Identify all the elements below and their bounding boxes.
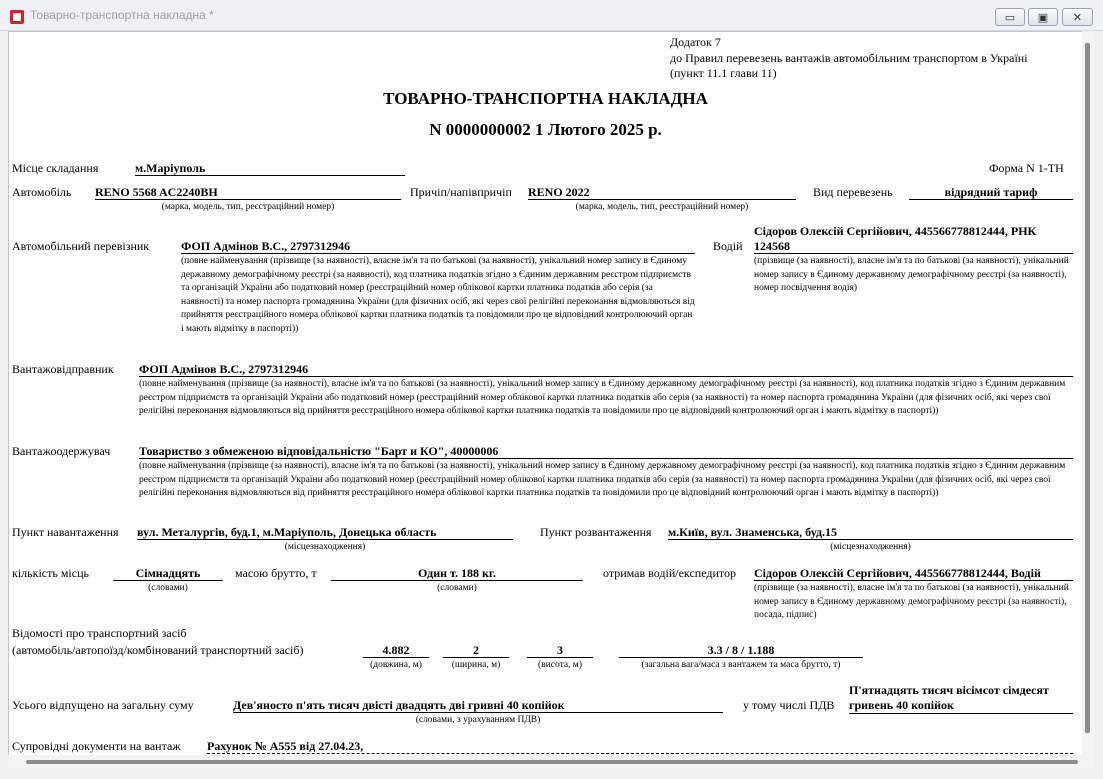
consignee-note: (повне найменування (прізвище (за наявності), власне ім'я та по батькові (за наявності), унікальний номер запису в Єдиному державному демографічному реєстрі (за наявності), код платника податків згідно з Єдиним державним реєстром підприємств та організацій України або податковий номер (реєстраційний номер облікової картки платника податків або серія (за наявності) та номер паспорта громадянина України (для фізичних осіб, які через свої релігійні переконання відмовляються від прийняття реєстраційного номера облікової картки платника податків та повідомили про це відповідний контролюючий орган і мають відмітку в паспорті)) [139, 461, 1066, 499]
shipper-note: (повне найменування (прізвище (за наявності), власне ім'я та по батькові (за наявності), унікальний номер запису в Єдиному державному демографічному реєстрі (за наявності), код платника податків згідно з Єдиним державним реєстром підприємств та організацій України або податковий номер (реєстраційний номер облікової картки платника податків або серія (за наявності) та номер паспорта громадянина України (для фізичних осіб, які через свої релігійні переконання відмовляються від прийняття реєстраційного номера облікової картки платника податків та повідомили про це відповідний контролюючий орган і мають відмітку в паспорті)) [139, 379, 1066, 417]
driver-label: Водій [713, 239, 743, 253]
weight-note: (загальна вага/маса з вантажем та маса брутто, т) [641, 660, 841, 670]
unloading-value: м.Київ, вул. Знаменська, буд.15 [668, 525, 1073, 540]
gross-note: (словами) [437, 583, 477, 593]
horizontal-scrollbar[interactable] [8, 755, 1095, 768]
length-value: 4.882 [363, 643, 429, 658]
document-number: N 0000000002 1 Лютого 2025 р. [429, 120, 662, 139]
trailer-value: RENO 2022 [528, 185, 796, 200]
weight-value: 3.3 / 8 / 1.188 [619, 643, 863, 658]
document-title: ТОВАРНО-ТРАНСПОРТНА НАКЛАДНА [383, 89, 708, 108]
received-value: Сідоров Олексій Сергійович, 445566778812444, Водій [754, 566, 1073, 581]
pdf-app-icon [10, 10, 24, 24]
trailer-label: Причіп/напівпричіп [410, 185, 512, 199]
height-note: (висота, м) [538, 660, 582, 670]
vehicle-info-title: Відомості про транспортний засіб [12, 626, 187, 640]
place-label: Місце складання [12, 161, 99, 175]
gross-value: Один т. 188 кг. [331, 566, 583, 581]
received-label: отримав водій/експедитор [603, 566, 736, 580]
vehicle-info-subtitle: (автомобіль/автопоїзд/комбінований транспортний засіб) [12, 643, 304, 657]
shipper-value: ФОП Адмінов В.С., 2797312946 [139, 362, 1073, 377]
received-note: (прізвище (за наявності), власне ім'я та по батькові (за наявності), унікальний номер запису в Єдиному державному демографічному реєстрі (за наявності), посада, підпис) [754, 583, 1069, 621]
place-value: м.Маріуполь [135, 161, 405, 176]
car-note: (марка, модель, тип, реєстраційний номер) [161, 202, 335, 212]
places-note: (словами) [148, 583, 188, 593]
transport-type-label: Вид перевезень [813, 185, 893, 199]
loading-note: (місцезнаходження) [284, 542, 366, 552]
width-value: 2 [443, 643, 509, 658]
loading-value: вул. Металургів, буд.1, м.Маріуполь, Донецька область [137, 525, 513, 540]
transport-type-value: відрядний тариф [909, 185, 1073, 200]
vertical-scroll-thumb[interactable] [1085, 43, 1090, 733]
vat-value [849, 683, 1073, 714]
vat-value-line1: П'ятнадцять тисяч вісімсот сімдесят [849, 683, 1049, 697]
car-value: RENO 5568 AC2240BH [95, 185, 401, 200]
window-title: Товарно-транспортна накладна * [30, 8, 214, 22]
form-number: Форма N 1-ТН [989, 161, 1064, 175]
window-titlebar [0, 0, 1103, 31]
car-label: Автомобіль [12, 185, 72, 199]
docs-value: Рахунок № А555 від 27.04.23, [207, 739, 1073, 754]
maximize-button[interactable]: ▣ [1028, 8, 1058, 26]
places-value: Сімнадцять [113, 566, 223, 581]
appendix-line3: (пункт 11.1 глави 11) [670, 66, 777, 80]
carrier-note: (повне найменування (прізвище (за наявності), власне ім'я та по батькові (за наявності), унікальний номер запису в Єдиному державному демографічному реєстрі (за наявності), код платника податків згідно з Єдиним державним реєстром підприємств та організацій України або податковий номер (реєстраційний номер облікової картки платника податків або серія (за наявності) та номер паспорта громадянина України (для фізичних осіб, які через свої релігійні переконання відмовляються від прийняття реєстраційного номера облікової картки платника податків та повідомили про це відповідний контролюючий орган і мають відмітку в паспорті)) [181, 256, 695, 334]
driver-value: Сідоров Олексій Сергійович, 445566778812444, РНК 124568 [754, 224, 1073, 254]
driver-note: (прізвище (за наявності), власне ім'я та по батькові (за наявності), унікальний номер запису в Єдиному державному демографічному реєстрі (за наявності), номер посвідчення водія) [754, 256, 1069, 294]
consignee-value: Товариство з обмеженою відповідальністю "Барт и КО", 40000006 [139, 444, 1073, 459]
total-value: Дев'яносто п'ять тисяч двісті двадцять дві гривні 40 копійок [233, 698, 723, 713]
close-button[interactable]: ✕ [1062, 8, 1093, 26]
places-label: кількість місць [12, 566, 89, 580]
minimize-button[interactable]: ▭ [995, 8, 1025, 26]
height-value: 3 [527, 643, 593, 658]
document-page [8, 31, 1083, 756]
horizontal-scroll-thumb[interactable] [26, 760, 1078, 764]
appendix-line2: до Правил перевезень вантажів автомобільним транспортом в Україні [670, 51, 1028, 65]
gross-label: масою брутто, т [235, 566, 317, 580]
consignee-label: Вантажоодержувач [12, 444, 111, 458]
loading-label: Пункт навантаження [12, 525, 119, 539]
vat-label: у тому числі ПДВ [743, 698, 835, 712]
vertical-scrollbar[interactable] [1082, 31, 1095, 755]
carrier-label: Автомобільний перевізник [12, 239, 150, 253]
shipper-label: Вантажовідправник [12, 362, 114, 376]
carrier-value: ФОП Адмінов В.С., 2797312946 [181, 239, 695, 254]
unloading-label: Пункт розвантаження [540, 525, 652, 539]
width-note: (ширина, м) [451, 660, 501, 670]
unloading-note: (місцезнаходження) [830, 542, 911, 552]
vat-value-line2: гривень 40 копійок [849, 698, 954, 712]
length-note: (довжина, м) [370, 660, 422, 670]
docs-label: Супровідні документи на вантаж [12, 739, 181, 753]
total-label: Усього відпущено на загальну суму [12, 698, 194, 712]
total-note: (словами, з урахуванням ПДВ) [415, 715, 541, 725]
trailer-note: (марка, модель, тип, реєстраційний номер) [575, 202, 749, 212]
appendix-line1: Додаток 7 [670, 35, 721, 49]
